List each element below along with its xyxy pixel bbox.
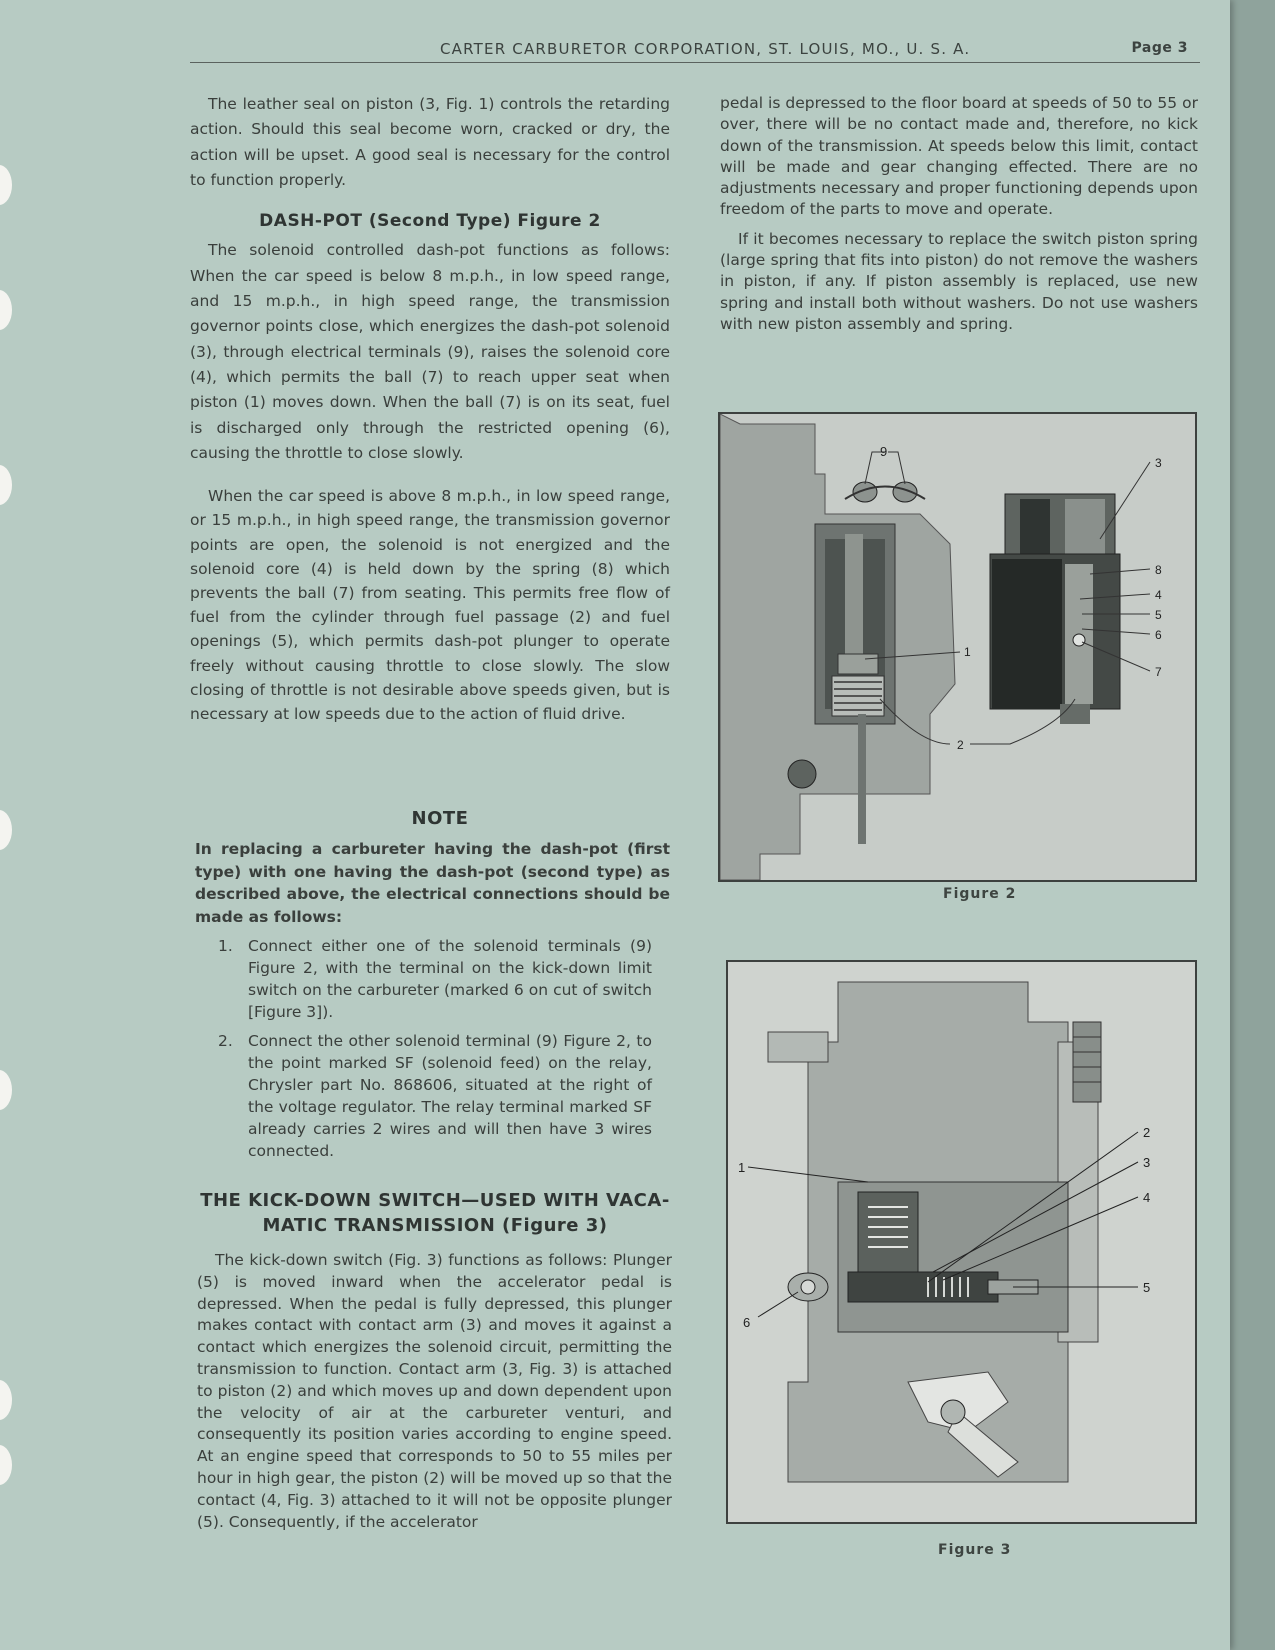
callout-3: 3	[1155, 456, 1162, 470]
dashpot-heading: DASH-POT (Second Type) Figure 2	[259, 211, 601, 232]
paragraph-pedal-depressed: pedal is depressed to the floor board at speeds of 50 to 55 or over, there will be no contact made and, therefore, no kick down of the transmission. At speeds below this limit, contact will be made and gear changing effected. There are no adjustments necessary and proper functioning depends upon freedom of the parts to move and operate.	[720, 94, 1198, 219]
callout-9: 9	[880, 444, 888, 459]
callout-1: 1	[738, 1160, 746, 1175]
callout-1: 1	[964, 645, 971, 659]
binder-hole	[0, 290, 12, 330]
callout-6: 6	[1155, 628, 1162, 642]
dashpot-cutaway-illustration	[720, 414, 1195, 880]
kickdown-heading: THE KICK-DOWN SWITCH—USED WITH VACA-MATIC TRANSMISSION (Figure 3)	[200, 1190, 670, 1236]
header-rule	[190, 62, 1200, 63]
callout-8: 8	[1155, 563, 1162, 577]
step-number: 2.	[218, 1032, 233, 1050]
figure-2	[718, 412, 1197, 882]
kickdown-switch-illustration	[728, 962, 1195, 1522]
binder-hole	[0, 465, 12, 505]
page-number: Page 3	[1131, 40, 1188, 56]
callout-6: 6	[743, 1315, 751, 1330]
header-organization: CARTER CARBURETOR CORPORATION, ST. LOUIS, MO., U. S. A.	[440, 40, 971, 58]
callout-5: 5	[1143, 1280, 1151, 1295]
list-item	[218, 935, 652, 1023]
binder-hole	[0, 1445, 12, 1485]
step-text: Connect either one of the solenoid terminals (9) Figure 2, with the terminal on the kick-down limit switch on the carbureter (marked 6 on cut of switch [Figure 3]).	[248, 937, 652, 1021]
list-item	[218, 1030, 652, 1162]
binder-hole	[0, 1380, 12, 1420]
note-body: In replacing a carbureter having the dash-pot (first type) with one having the dash-pot (second type) as described above, the electrical connections should be made as follows:	[195, 840, 670, 926]
figure-3	[726, 960, 1197, 1524]
callout-7: 7	[1155, 665, 1162, 679]
figure-3-caption: Figure 3	[938, 1542, 1012, 1558]
callout-2: 2	[957, 738, 964, 752]
callout-5: 5	[1155, 608, 1162, 622]
binder-hole	[0, 165, 12, 205]
figure-2-caption: Figure 2	[943, 886, 1017, 902]
right-column	[720, 93, 1198, 335]
kickdown-column	[197, 1250, 672, 1533]
callout-4: 4	[1143, 1190, 1151, 1205]
paragraph-kickdown-function: The kick-down switch (Fig. 3) functions as follows: Plunger (5) is moved inward when the accelerator pedal is depressed. When the pedal is fully depressed, this plunger makes contact with contact arm (3) and moves it against a contact which energizes the solenoid circuit, permitting the transmission to function. Contact arm (3, Fig. 3) is attached to piston (2) and which moves up and down dependent upon the velocity of air at the carbureter venturi, and consequently its position varies according to engine speed. At an engine speed that corresponds to 50 to 55 miles per hour in high gear, the piston (2) will be moved up so that the contact (4, Fig. 3) attached to it will not be opposite plunger (5). Consequently, if the accelerator	[197, 1251, 672, 1531]
binder-hole	[0, 1070, 12, 1110]
callout-2: 2	[1143, 1125, 1151, 1140]
paragraph-dashpot-function: The solenoid controlled dash-pot functions as follows: When the car speed is below 8 m.p.h., in low speed range, and 15 m.p.h., in high speed range, the transmission governor points close, which energizes the dash-pot solenoid (3), through electrical terminals (9), raises the solenoid core (4), which permits the ball (7) to reach upper seat when piston (1) moves down. When the ball (7) is on its seat, fuel is discharged only through the restricted opening (6), causing the throttle to close slowly.	[190, 241, 670, 462]
step-text: Connect the other solenoid terminal (9) Figure 2, to the point marked SF (solenoid feed) on the relay, Chrysler part No. 868606, situated at the right of the voltage regulator. The relay terminal marked SF already carries 2 wires and will then have 3 wires connected.	[248, 1032, 652, 1160]
callout-3: 3	[1143, 1155, 1151, 1170]
left-column	[190, 92, 670, 726]
paragraph-leather-seal: The leather seal on piston (3, Fig. 1) controls the retarding action. Should this seal become worn, cracked or dry, the action will be upset. A good seal is necessary for the control to function properly.	[190, 95, 670, 189]
paragraph-replace-spring: If it becomes necessary to replace the switch piston spring (large spring that fits into piston) do not remove the washers in piston, if any. If piston assembly is replaced, use new spring and install both without washers. Do not use washers with new piston assembly and spring.	[720, 229, 1198, 333]
connection-steps	[218, 935, 652, 1169]
binder-hole	[0, 810, 12, 850]
note-heading: NOTE	[411, 808, 469, 829]
paragraph-above-speed: When the car speed is above 8 m.p.h., in low speed range, or 15 m.p.h., in high speed range, the transmission governor points are open, the solenoid is not energized and the solenoid core (4) is held down by the spring (8) which prevents the ball (7) from seating. This permits free flow of fuel from the cylinder through fuel passage (2) and fuel openings (5), which permits dash-pot plunger to operate freely without causing throttle to close slowly. The slow closing of throttle is not desirable above speeds given, but is necessary at low speeds due to the action of fluid drive.	[190, 487, 670, 723]
callout-4: 4	[1155, 588, 1162, 602]
step-number: 1.	[218, 937, 233, 955]
